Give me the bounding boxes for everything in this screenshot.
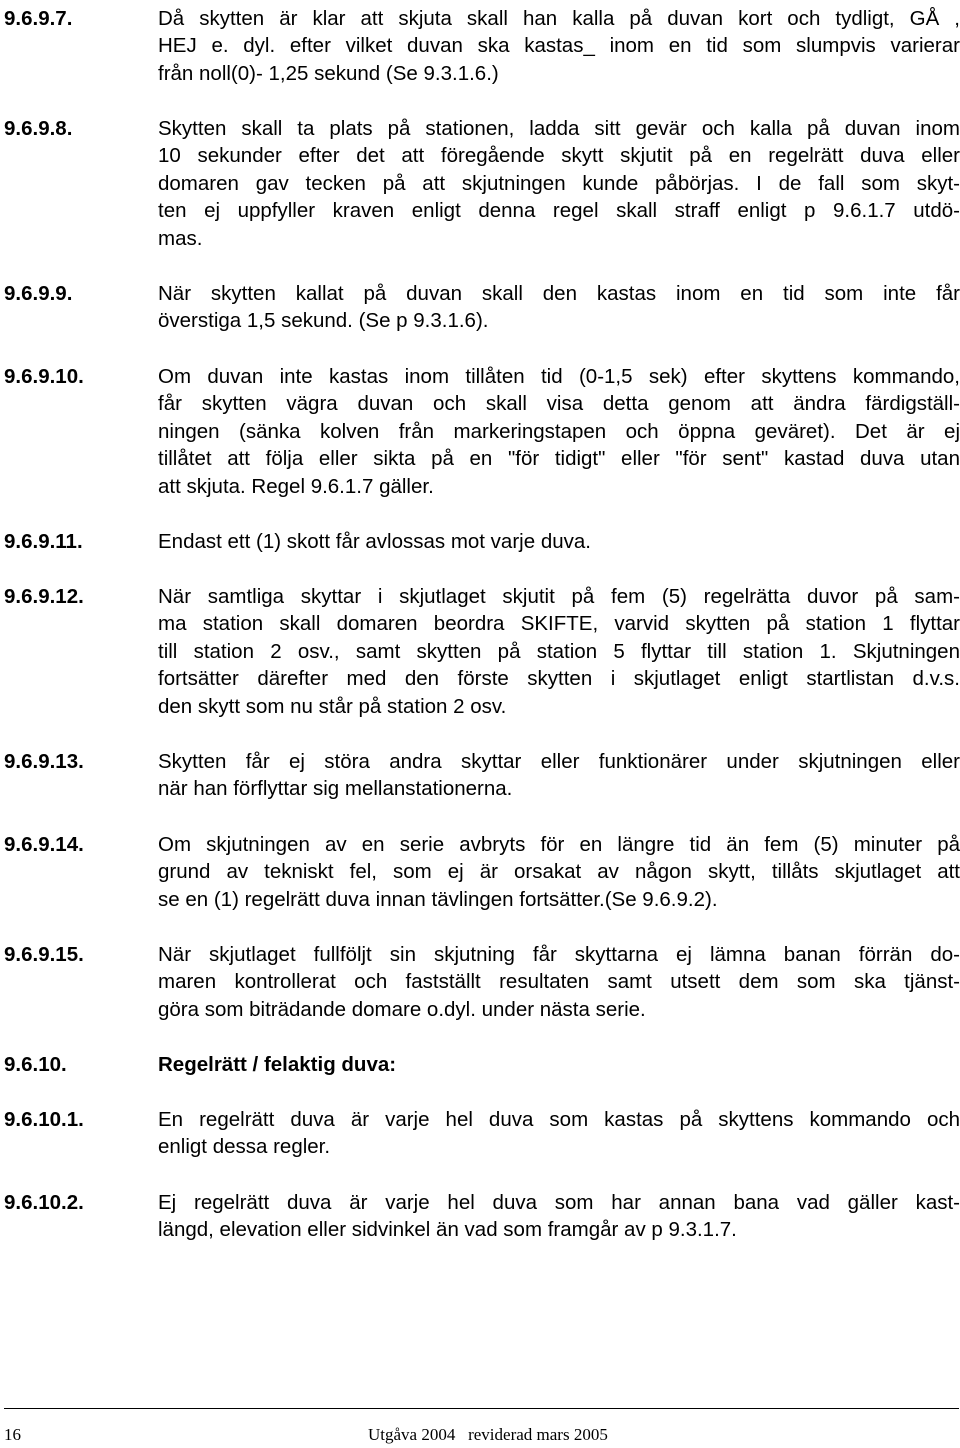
rule-line: Om skjutningen av en serie avbryts för en längre tid än fem (5) minuter på [158,833,960,856]
rule-line: längd, elevation eller sidvinkel än vad som framgår av p 9.3.1.7. [158,1218,737,1242]
rule-line: domaren gav tecken på att skjutningen kunde påbörjas. I de fall som skyt- [158,171,960,195]
rule-line: HEJ e. dyl. efter vilket duvan ska kastas_ inom en tid som slumpvis varierar [158,34,960,58]
page-number: 16 [4,1425,21,1444]
rule-number: 9.6.9.8. [4,117,73,140]
rule-line: enligt dessa regler. [158,1135,331,1159]
section-number: 9.6.10. [4,1053,67,1076]
rule-number: 9.6.9.15. [4,943,84,966]
rule-line: Ej regelrätt duva är varje hel duva som har annan bana vad gäller kast- [158,1191,960,1214]
rule-text [158,5,960,87]
rule-line: ma station skall domaren beordra SKIFTE, varvid skytten på station 1 flyttar [158,612,960,636]
rule-text [158,831,960,913]
rule-line: till station 2 osv., samt skytten på station 5 flyttar till station 1. Skjutningen [158,639,960,663]
rule-line: Om duvan inte kastas inom tillåten tid (0-1,5 sek) efter skyttens kommando, [158,365,960,388]
rule-line: fortsätter därefter med den förste skytten i skjutlaget enligt startlistan d.v.s. [158,667,960,691]
rule-line: Då skytten är klar att skjuta skall han kalla på duvan kort och tydligt, GÅ , [158,7,960,30]
rule-text [158,363,960,500]
rule-line: Skytten får ej störa andra skyttar eller funktionärer under skjutningen eller [158,750,960,773]
rule-number: 9.6.9.9. [4,282,73,305]
footer-divider [4,1408,959,1409]
rule-text [158,528,960,555]
rule-line: Endast ett (1) skott får avlossas mot varje duva. [158,530,591,553]
rule-line: göra som biträdande domare o.dyl. under nästa serie. [158,997,646,1021]
rule-line: överstiga 1,5 sekund. (Se p 9.3.1.6). [158,309,489,333]
section-title-text: Regelrätt / felaktig duva: [158,1053,397,1076]
rule-number: 9.6.9.13. [4,750,84,773]
rule-text [158,748,960,803]
rule-line: att skjuta. Regel 9.6.1.7 gäller. [158,474,434,498]
rule-line: 10 sekunder efter det att föregående skytt skjutit på en regelrätt duva eller [158,144,960,168]
rule-line: grund av tekniskt fel, som ej är orsakat av någon skytt, tillåts skjutlaget att [158,860,960,884]
rule-number: 9.6.10.2. [4,1191,84,1214]
rule-number: 9.6.9.10. [4,365,84,388]
rule-line: maren kontrollerat och fastställt resultaten samt utsett dem som ska tjänst- [158,970,960,994]
rule-text [158,1189,960,1244]
rule-line: En regelrätt duva är varje hel duva som kastas på skyttens kommando och [158,1108,960,1131]
rule-line: får skytten vägra duvan och skall visa detta genom att ändra färdigställ- [158,392,960,416]
section-title [158,1051,960,1078]
rule-text [158,583,960,720]
rule-line: När skytten kallat på duvan skall den kastas inom en tid som inte får [158,282,960,305]
rule-number: 9.6.9.11. [4,530,83,553]
rule-line: när han förflyttar sig mellanstationerna. [158,777,513,801]
rule-line: se en (1) regelrätt duva innan tävlingen fortsätter.(Se 9.6.9.2). [158,887,718,911]
rule-number: 9.6.9.12. [4,585,84,608]
rule-number: 9.6.9.7. [4,7,73,30]
rule-text [158,280,960,335]
rule-number: 9.6.9.14. [4,833,84,856]
rule-text [158,1106,960,1161]
rule-line: från noll(0)- 1,25 sekund (Se 9.3.1.6.) [158,61,499,85]
edition-note: Utgåva 2004 reviderad mars 2005 [368,1425,608,1444]
rule-line: Skytten skall ta plats på stationen, ladda sitt gevär och kalla på duvan inom [158,117,960,140]
rule-line: tillåtet att följa eller sikta på en "för tidigt" eller "för sent" kastad duva utan [158,447,960,471]
rule-line: mas. [158,226,203,250]
rule-line: När samtliga skyttar i skjutlaget skjutit på fem (5) regelrätta duvor på sam- [158,585,960,608]
rule-line: den skytt som nu står på station 2 osv. [158,694,507,718]
rule-text [158,941,960,1023]
rule-line: ten ej uppfyller kraven enligt denna regel skall straff enligt p 9.6.1.7 utdö- [158,199,960,223]
rule-line: När skjutlaget fullföljt sin skjutning får skyttarna ej lämna banan förrän do- [158,943,960,966]
rule-line: ningen (sänka kolven från markeringstapen och öppna geväret). Det är ej [158,419,960,443]
rule-number: 9.6.10.1. [4,1108,84,1131]
rule-text [158,115,960,252]
